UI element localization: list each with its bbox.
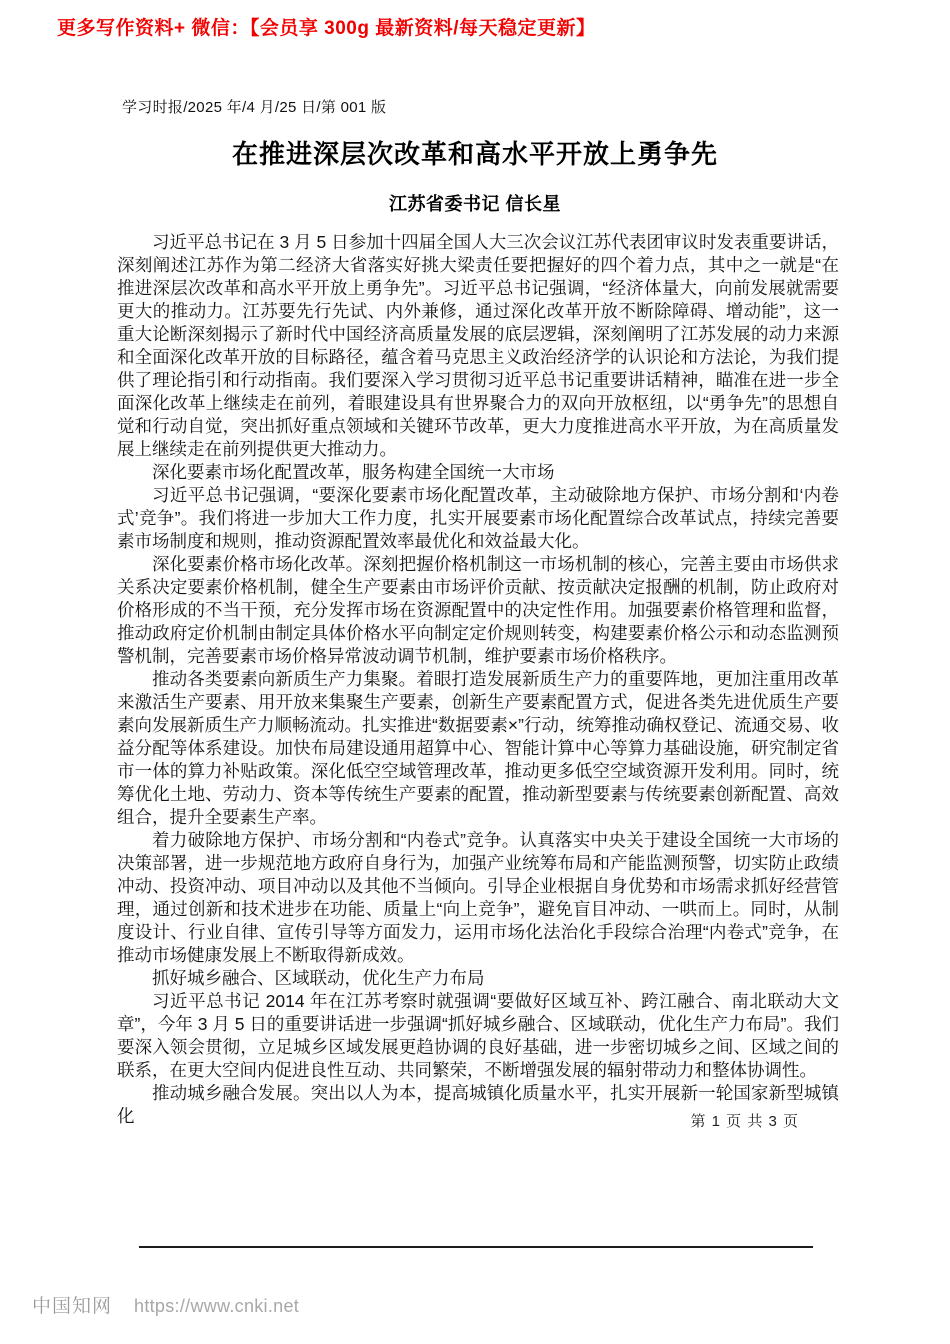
page-footer: [32, 1291, 299, 1318]
paragraph: 着力破除地方保护、市场分割和“内卷式”竞争。认真落实中央关于建设全国统一大市场的决策部署，进一步规范地方政府自身行为，加强产业统筹布局和产能监测预警，切实防止政绩冲动、投资冲动、项目冲动以及其他不当倾向。引导企业根据自身优势和市场需求抓好经营管理，通过创新和技术进步在功能、质量上“向上竞争”，避免盲目冲动、一哄而上。同时，从制度设计、行业自律、宣传引导等方面发力，运用市场化法治化手段综合治理“内卷式”竞争，在推动市场健康发展上不断取得新成效。: [117, 830, 839, 965]
section-heading: 深化要素市场化配置改革，服务构建全国统一大市场: [152, 462, 555, 482]
page-indicator: 第 1 页 共 3 页: [690, 1113, 799, 1130]
promo-banner: 更多写作资料+ 微信：【会员享 300g 最新资料/每天稳定更新】: [57, 18, 596, 39]
paragraph: 推动城乡融合发展。突出以人为本，提高城镇化质量水平，扎实开展新一轮国家新型城镇化: [117, 1083, 839, 1126]
paragraph: 习近平总书记强调，“要深化要素市场化配置改革，主动破除地方保护、市场分割和‘内卷式’竞争”。我们将进一步加大工作力度，扎实开展要素市场化配置综合改革试点，持续完善要素市场制度和规则，推动资源配置效率最优化和效益最大化。: [117, 485, 839, 551]
cnki-brand-watermark: 中国知网: [32, 1296, 113, 1317]
paragraph: 推动各类要素向新质生产力集聚。着眼打造发展新质生产力的重要阵地，更加注重用改革来激活生产要素、用开放来集聚生产要素，创新生产要素配置方式，促进各类先进优质生产要素向发展新质生产力顺畅流动。扎实推进“数据要素×”行动，统筹推动确权登记、流通交易、收益分配等体系建设。加快布局建设通用超算中心、智能计算中心等算力基础设施，研究制定省市一体的算力补贴政策。深化低空空域管理改革，推动更多低空空域资源开发利用。同时，统筹优化土地、劳动力、资本等传统生产要素的配置，推动新型要素与传统要素创新配置、高效组合，提升全要素生产率。: [117, 669, 839, 827]
article-body: [117, 231, 839, 1128]
paragraph: 深化要素价格市场化改革。深刻把握价格机制这一市场机制的核心，完善主要由市场供求关系决定要素价格机制，健全生产要素由市场评价贡献、按贡献决定报酬的机制，防止政府对价格形成的不当干预，充分发挥市场在资源配置中的决定性作用。加强要素价格管理和监督，推动政府定价机制由制定具体价格水平向制定定价规则转变，构建要素价格公示和动态监测预警机制，完善要素市场价格异常波动调节机制，维护要素市场价格秩序。: [117, 554, 839, 666]
section-heading: 抓好城乡融合、区域联动，优化生产力布局: [152, 968, 485, 988]
paragraph: 习近平总书记在 3 月 5 日参加十四届全国人大三次会议江苏代表团审议时发表重要讲话，深刻阐述江苏作为第二经济大省落实好挑大梁责任要把握好的四个着力点，其中之一就是“在推进深层次改革和高水平开放上勇争先”。习近平总书记强调，“经济体量大，向前发展就需要更大的推动力。江苏要先行先试、内外兼修，通过深化改革开放不断除障碍、增动能”，这一重大论断深刻揭示了新时代中国经济高质量发展的底层逻辑，深刻阐明了江苏发展的动力来源和全面深化改革开放的目标路径，蕴含着马克思主义政治经济学的认识论和方法论，为我们提供了理论指引和行动指南。我们要深入学习贯彻习近平总书记重要讲话精神，瞄准在进一步全面深化改革上继续走在前列，着眼建设具有世界聚合力的双向开放枢纽，以“勇争先”的思想自觉和行动自觉，突出抓好重点领域和关键环节改革，更大力度推进高水平开放，为在高质量发展上继续走在前列提供更大推动力。: [117, 232, 839, 459]
article-title: 在推进深层次改革和高水平开放上勇争先: [231, 139, 718, 169]
publication-source-line: 学习时报/2025 年/4 月/25 日/第 001 版: [122, 99, 387, 116]
article-author: 江苏省委书记 信长星: [388, 194, 561, 214]
paragraph: 习近平总书记 2014 年在江苏考察时就强调“要做好区域互补、跨江融合、南北联动大文章”，今年 3 月 5 日的重要讲话进一步强调“抓好城乡融合、区域联动，优化生产力布局”。我们要深入领会贯彻，立足城乡区域发展更趋协调的良好基础，进一步密切城乡之间、区域之间的联系，在更大空间内促进良性互动、共同繁荣，不断增强发展的辐射带动力和整体协调性。: [117, 991, 839, 1080]
footer-divider: [139, 1246, 813, 1248]
cnki-url-link[interactable]: https://www.cnki.net: [134, 1296, 300, 1316]
